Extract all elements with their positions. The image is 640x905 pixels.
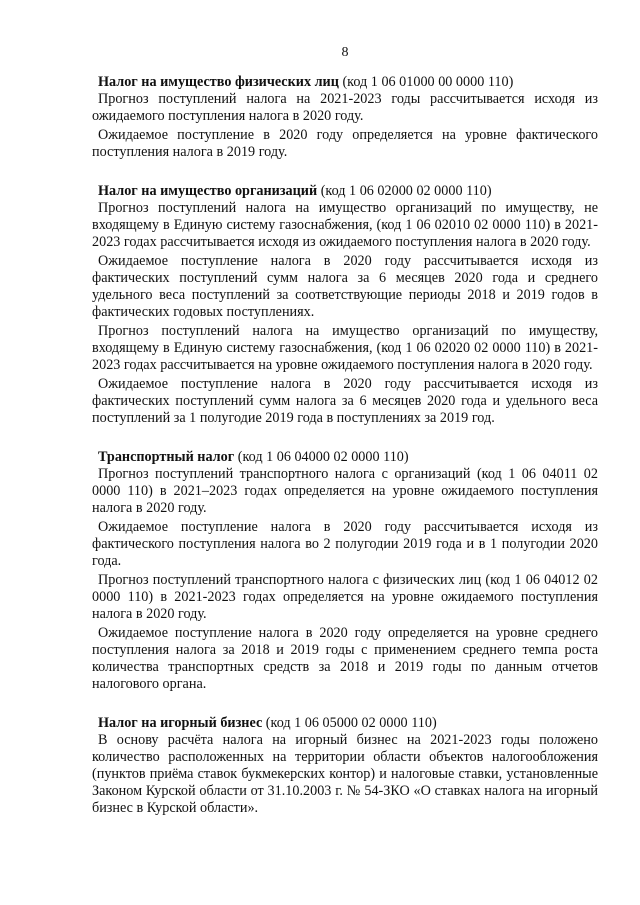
paragraph: Ожидаемое поступление в 2020 году определяется на уровне фактического поступления налога в 2019 году. xyxy=(92,127,598,160)
section-organization-property-tax xyxy=(92,183,598,427)
paragraph: Прогноз поступлений налога на имущество организаций по имуществу, входящему в Единую систему газоснабжения, (код 1 06 02020 02 0000 110) в 2021-2023 годах рассчитывается на уровне ожидаемого поступления налога в 2020 году. xyxy=(92,323,598,373)
section-code: (код 1 06 01000 00 0000 110) xyxy=(338,74,514,90)
section-title: Налог на имущество организаций xyxy=(98,183,318,199)
paragraph: Ожидаемое поступление налога в 2020 году рассчитывается исходя из фактических поступлений сумм налога за 6 месяцев 2020 года и удельного веса поступлений за 1 полугодие 2019 года в поступлениях за 2019 год. xyxy=(92,376,598,426)
paragraph: Прогноз поступлений налога на имущество организаций по имуществу, не входящему в Единую систему газоснабжения, (код 1 06 02010 02 0000 110) в 2021-2023 годах рассчитывается исходя из ожидаемого поступления налога в 2020 году. xyxy=(92,200,598,250)
section-personal-property-tax xyxy=(92,74,598,161)
section-code: (код 1 06 04000 02 0000 110) xyxy=(234,449,409,465)
paragraph: Ожидаемое поступление налога в 2020 году рассчитывается исходя из фактических поступлений сумм налога за 6 месяцев 2020 года и среднего удельного веса поступлений за соответствующие периоды 2018 и 2019 годов в фактических годовых поступлениях. xyxy=(92,253,598,320)
paragraph: Ожидаемое поступление налога в 2020 году рассчитывается исходя из фактического поступления налога во 2 полугодии 2019 года и в 1 полугодии 2020 года. xyxy=(92,519,598,569)
section-heading xyxy=(92,715,598,732)
section-title: Налог на игорный бизнес xyxy=(98,715,263,731)
section-code: (код 1 06 02000 02 0000 110) xyxy=(317,183,492,199)
page-number: 8 xyxy=(341,45,349,60)
section-gambling-tax xyxy=(92,715,598,817)
section-heading xyxy=(92,183,598,200)
paragraph: Прогноз поступлений транспортного налога с физических лиц (код 1 06 04012 02 0000 110) в 2021-2023 годах определяется на уровне ожидаемого поступления налога в 2020 году. xyxy=(92,572,598,622)
paragraph: Прогноз поступлений транспортного налога с организаций (код 1 06 04011 02 0000 110) в 2021–2023 годах определяется на уровне ожидаемого поступления налога в 2020 году. xyxy=(92,466,598,516)
section-heading xyxy=(92,449,598,466)
paragraph: В основу расчёта налога на игорный бизнес на 2021-2023 годы положено количество расположенных на территории области объектов налогообложения (пунктов приёма ставок букмекерских контор) и налоговые ставки, установленные Законом Курской области от 31.10.2003 г. № 54-ЗКО «О ставках налога на игорный бизнес в Курской области». xyxy=(92,732,598,816)
section-heading xyxy=(92,74,598,91)
section-title: Транспортный налог xyxy=(98,449,235,465)
section-title: Налог на имущество физических лиц xyxy=(98,74,339,90)
section-code: (код 1 06 05000 02 0000 110) xyxy=(262,715,437,731)
section-transport-tax xyxy=(92,449,598,693)
paragraph: Ожидаемое поступление налога в 2020 году определяется на уровне среднего поступления налога за 2018 и 2019 годы с применением среднего темпа роста количества транспортных средств за 2018 и 2019 годы по данным отчетов налогового органа. xyxy=(92,625,598,692)
paragraph: Прогноз поступлений налога на 2021-2023 годы рассчитывается исходя из ожидаемого поступления налога в 2020 году. xyxy=(92,91,598,124)
